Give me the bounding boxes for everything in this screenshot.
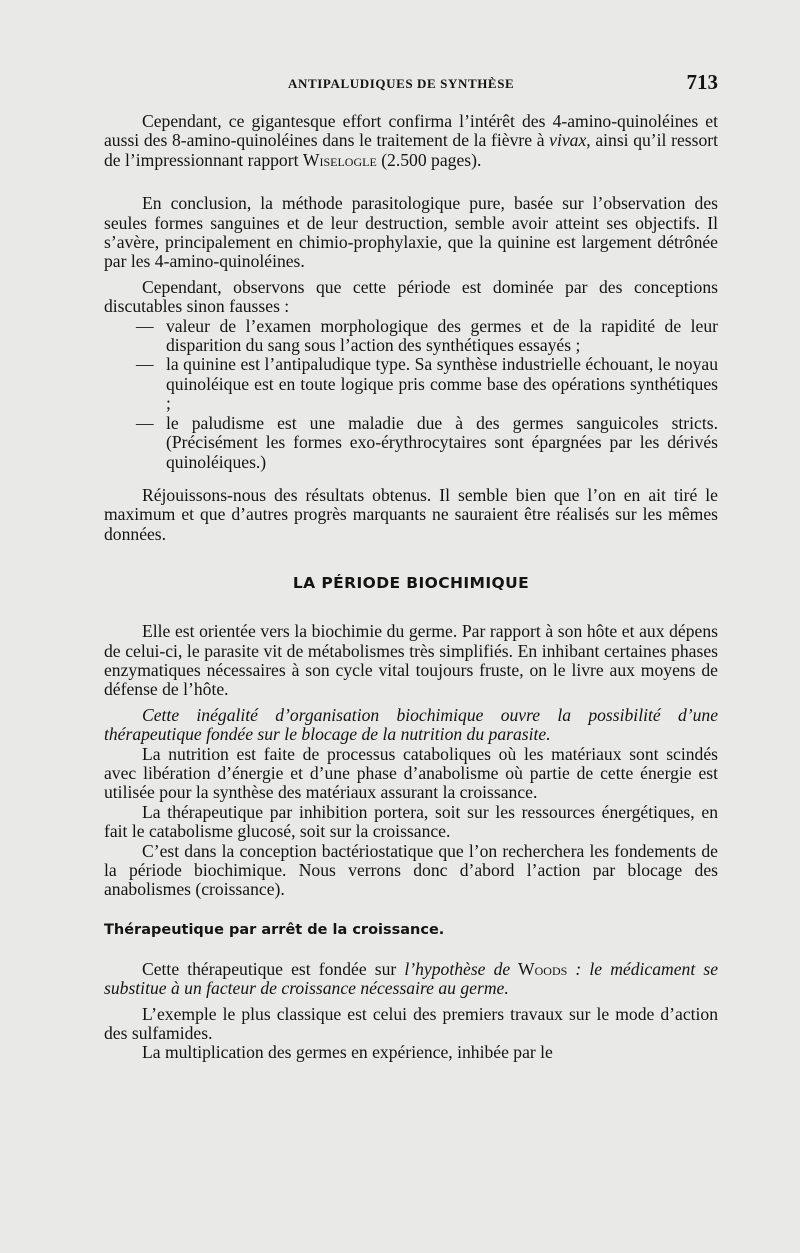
paragraph-4: Réjouissons-nous des résultats obtenus. Il semble bien que l’on en ait tiré le maximum et que d’autres progrès marquants ne sauraient être réalisés sur les mêmes données. xyxy=(104,484,718,544)
paragraph-2: En conclusion, la méthode parasitologique pure, basée sur l’observation des seules formes sanguines et de leur destruction, semble avoir atteint ses objectifs. Il s’avère, principalement en chimio-prophylaxie, que la quinine est largement détrônée par les 4-amino-quinoléines. xyxy=(104,193,718,272)
author-wiselogle: Wiselogle xyxy=(302,149,377,170)
paragraph-1 xyxy=(104,112,718,170)
section-title: LA PÉRIODE BIOCHIMIQUE xyxy=(292,574,530,593)
dash-list xyxy=(104,317,718,472)
running-title: ANTIPALUDIQUES DE SYNTHÈSE xyxy=(288,76,515,91)
author-woods: Woods xyxy=(510,958,568,979)
paragraph-11: L’exemple le plus classique est celui des premiers travaux sur le mode d’action des sulfamides. xyxy=(104,1003,718,1044)
list-item: — la quinine est l’antipaludique type. Sa synthèse industrielle échouant, le noyau quinoléique est en toute logique pris comme base des opérations synthétiques ; xyxy=(166,355,718,413)
list-item: — le paludisme est une maladie due à des germes sanguicoles stricts. (Précisément les formes exo-érythrocytaires sont épargnées par les dérivés quinoléiques.) xyxy=(166,414,718,472)
paragraph-12: La multiplication des germes en expérience, inhibée par le xyxy=(142,1042,553,1063)
p1-text-a: Cependant, ce gigantesque effort confirma l’intérêt des 4-amino-quinoléines et aussi des 8-amino-quinoléines dans le traitement de la fièvre à xyxy=(104,111,718,151)
paragraph-3: Cependant, observons que cette période est dominée par des conceptions discutables sinon fausses : xyxy=(104,276,718,317)
paragraph-5: Elle est orientée vers la biochimie du germe. Par rapport à son hôte et aux dépens de celui-ci, le parasite vit de métabolismes très simplifiés. En inhibant certaines phases enzymatiques nécessaires à son cycle vital toujours fruste, on le livre aux moyens de défense de l’hôte. xyxy=(104,621,718,700)
paragraph-7: La nutrition est faite de processus cataboliques où les matériaux sont scindés avec libération d’énergie et d’une phase d’anabolisme où partie de cette énergie est utilisée pour la synthèse des matériaux assurant la croissance. xyxy=(104,743,718,803)
p1-italic: vivax, xyxy=(549,130,591,151)
paragraph-10 xyxy=(104,960,718,999)
list-item: — valeur de l’examen morphologique des germes et de la rapidité de leur disparition du sang sous l’action des synthétiques essayés ; xyxy=(166,317,718,356)
p10-text-a: Cette thérapeutique est fondée sur xyxy=(142,958,405,979)
p1-text-c: (2.500 pages). xyxy=(376,149,482,170)
running-head xyxy=(104,70,718,100)
paragraph-9: C’est dans la conception bactériostatique que l’on recherchera les fondements de la période biochimique. Nous verrons donc d’abord l’action par blocage des anabolismes (croissance). xyxy=(104,840,718,900)
p10-italic-1: l’hypothèse de xyxy=(404,958,511,979)
page-number: 713 xyxy=(686,70,718,94)
subsection-title: Thérapeutique par arrêt de la croissance. xyxy=(104,921,445,938)
p1-text-b: ainsi qu’il ressort de l’impressionnant rapport xyxy=(104,130,718,170)
p10-italic-2: : le médicament se substitue à un facteur de croissance nécessaire au germe. xyxy=(104,958,719,999)
paragraph-6-italic: Cette inégalité d’organisation biochimique ouvre la possibilité d’une thérapeutique fondée sur le blocage de la nutrition du parasite. xyxy=(104,704,718,745)
paragraph-8: La thérapeutique par inhibition portera, soit sur les ressources énergétiques, en fait le catabolisme glucosé, soit sur la croissance. xyxy=(104,801,718,842)
